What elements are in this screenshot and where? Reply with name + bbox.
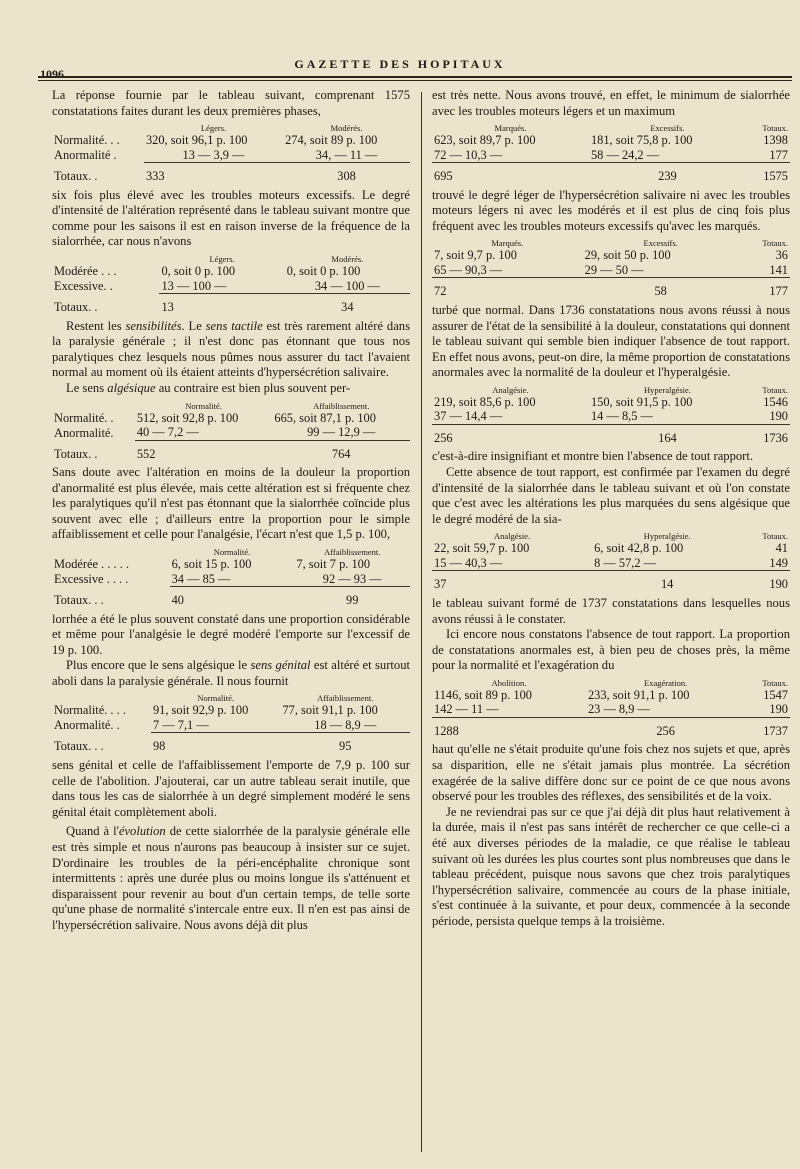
paragraph: trouvé le degré léger de l'hypersécrétion salivaire ni avec les troubles moteurs légers ni avec les modérés et il est plus de cinq fois plus fréquent avec les troubles moteurs excessifs qu'avec les marqués. [432,187,790,233]
table-cell: 150, soit 91,5 p. 100 [590,394,693,409]
paragraph: c'est-à-dire insignifiant et montre bien l'absence de tout rapport. [432,449,754,464]
italic-term: sensibilités [125,318,182,333]
paragraph: haut qu'elle ne s'était produite qu'une fois chez nos sujets et que, après sa disparition, elle ne s'était jamais plus montrée. La sécrétion exagérée de la salive diffère donc sur ce point de ce que nous avons observé pour les troubles des réflexes, des sensibilités et de la voix. [432,742,790,804]
total-cell: 34 [341,300,354,315]
text: Plus encore que le sens algésique le [66,658,251,673]
stat-table [432,121,790,184]
table-header: Hyperalgésie. [643,531,691,542]
total-cell: 1575 [763,169,788,184]
table-header: Normalité. [213,547,251,557]
total-cell: 98 [152,739,166,754]
total-cell: 695 [434,169,453,184]
table-header: Marqués. [494,123,527,134]
total-cell: 239 [658,169,677,184]
table-header: Totaux. [762,384,788,395]
table-cell: 8 — 57,2 — [592,556,742,571]
totals-label: Totaux. . [54,446,98,461]
table-cell: 7, soit 9,7 p. 100 [434,248,517,263]
table-cell: 23 — 8,9 — [586,702,745,717]
table-cell: 181, soit 75,8 p. 100 [590,133,693,148]
total-cell: 256 [434,430,453,445]
italic-term: algésique [107,380,156,395]
table-header: Excessifs. [643,238,678,249]
table-header: Abolition. [491,677,527,688]
table-header: Légers. [200,123,227,134]
total-cell: 256 [656,723,675,738]
stat-table [52,121,410,184]
running-head: GAZETTE DES HOPITAUX [294,57,506,71]
paragraph: turbé que normal. Dans 1736 constatations nous avons réussi à nous assurer de l'état de la sensibilité à la douleur, constatations qui donnent le tableau suivant qui semble bien indiquer l'absence de tout rapport. En effet nous avons, peut-on dire, la même proportion de constatations anormales avec la normalité de la douleur et l'hyperalgésie. [432,302,790,380]
text: au contraire est bien plus souvent per- [155,380,351,395]
row-label: Anormalité. . [54,718,120,733]
table-cell: 99 — 12,9 — [272,425,410,440]
table-cell: 13 — 3,9 — [144,148,283,163]
table-cell: 1546 [763,394,788,409]
table-header: Normalité. [185,400,222,411]
table-cell: 233, soit 91,1 p. 100 [587,687,690,702]
table-cell: 34 — 85 — [170,572,295,587]
total-cell: 58 [654,284,667,299]
total-cell: 14 [660,577,674,592]
paragraph: La réponse fournie par le tableau suivant, comprenant 1575 constatations faites durant les deux premières phases, [52,88,410,118]
total-cell: 95 [339,739,352,754]
table-header: Exagération. [644,677,688,688]
table-cell: 34, — 11 — [283,148,410,163]
total-cell: 190 [769,577,788,592]
stat-table [432,529,790,592]
table-cell: 149 [742,556,790,571]
stat-table [52,545,410,608]
table-header: Excessifs. [650,123,685,134]
table-cell: 29, soit 50 p. 100 [584,248,671,263]
table-header: Modérés. [330,123,363,134]
total-cell: 177 [769,284,788,299]
paragraph: Cette absence de tout rapport, est confirmée par l'examen du degré d'intensité de la sialorrhée dans le tableau suivant et où l'on constate que c'est avec les altérations les plus marquées du sens algésique que le degré modéré de la sia- [432,465,790,526]
table-cell: 512, soit 92,8 p. 100 [136,410,239,425]
stat-table [432,676,790,739]
paragraph [52,381,410,397]
table-cell: 7 — 7,1 — [151,718,281,733]
table-cell: 320, soit 96,1 p. 100 [145,133,248,148]
table-cell: 6, soit 15 p. 100 [171,557,252,571]
totals-label: Totaux. . . [54,739,104,754]
table-cell: 7, soit 7 p. 100 [296,557,371,571]
paragraph [52,319,410,381]
table-cell: 77, soit 91,1 p. 100 [282,703,378,718]
total-cell: 13 [161,300,174,315]
total-cell: 1288 [434,723,459,738]
table-cell: 18 — 8,9 — [280,718,410,733]
page-number: 1096 [40,67,64,81]
column-divider [421,92,422,1152]
paragraph [52,824,410,933]
stat-table [52,252,410,315]
stat-table [432,236,790,299]
table-header: Affaiblissement. [317,693,374,704]
header-rule [38,76,792,78]
left-column [52,88,410,934]
table-header: Affaiblissement. [324,547,381,557]
paragraph: le tableau suivant formé de 1737 constatations dans lesquelles nous avons réussi à le constater. [432,595,790,626]
header-rule-thin [38,80,792,81]
text: . Le [181,318,206,333]
table-cell: 65 — 90,3 — [432,263,583,278]
paragraph [52,658,410,689]
table-header: Totaux. [762,123,788,134]
total-cell: 37 [434,577,447,592]
table-cell: 29 — 50 — [583,263,739,278]
table-header: Affaiblissement. [313,400,370,411]
table-cell: 91, soit 92,9 p. 100 [152,703,249,718]
table-header: Totaux. [762,238,788,249]
table-cell: 274, soit 89 p. 100 [285,133,378,148]
table-cell: 40 — 7,2 — [135,425,273,440]
table-cell: 0, soit 0 p. 100 [161,264,236,279]
paragraph: Sans doute avec l'altération en moins de la douleur la proportion d'anormalité est plus élevée, mais cette altération est si fréquente chez les paralytiques qu'il n'est pas étonnant que la sialorrhée coïncide plus souvent avec elle ; d'ailleurs entre la proportion pour le simple affaiblissement et celle pour l'analgésie, l'écart n'est que 1,5 p. 100, [52,465,410,542]
table-cell: 22, soit 59,7 p. 100 [434,541,530,556]
table-header: Légers. [209,254,235,265]
table-cell: 72 — 10,3 — [432,148,589,163]
table-cell: 1547 [763,687,788,702]
row-label: Modérée . . . . . [54,557,130,571]
row-label: Anormalité . [54,148,117,163]
table-header: Totaux. [762,677,788,688]
totals-label: Totaux. . [54,300,98,315]
paragraph: est très nette. Nous avons trouvé, en effet, le minimum de sialorrhée avec les troubles moteurs légers et un maximum [432,88,790,118]
row-label: Normalité. . . [54,133,120,148]
table-header: Marqués. [491,238,524,249]
text: de cette sialorrhée de la paralysie générale elle est très simple et nous n'aurons pas beaucoup à insister sur ce sujet. D'ordinaire les troubles de la péri-encéphalite chronique sont intermittents : après une durée plus ou moins longue ils s'atténuent et disparaissent pour revenir au bout d'un certain temps, de telle sorte qu'une phase de normalité s'intercale entre eux. Il n'en est pas ainsi de l'hypersécrétion salivaire. Nous avons déjà dit plus [52,824,410,932]
table-cell: 36 [775,248,788,263]
table-header: Hyperalgésie. [643,384,691,395]
table-header: Modérés. [331,254,364,265]
table-cell: 141 [739,263,790,278]
table-header: Totaux. [762,531,788,542]
table-cell: 177 [746,148,790,163]
row-label: Normalité. . . . [54,703,126,718]
row-label: Normalité. . [54,410,114,425]
total-cell: 164 [658,430,677,445]
table-cell: 1146, soit 89 p. 100 [434,687,532,702]
table-header: Analgésie. [493,531,531,542]
table-cell: 14 — 8,5 — [589,409,746,424]
total-cell: 99 [346,593,359,607]
table-cell: 13 — 100 — [159,279,284,294]
table-cell: 623, soit 89,7 p. 100 [434,133,536,148]
row-label: Anormalité. [54,425,114,440]
table-header: Normalité. [197,693,235,704]
paragraph: lorrhée a été le plus souvent constaté dans une proportion considérable et même pour l'analgésie le degré modéré l'emporte sur l'excessif de 19 p. 100. [52,611,410,657]
row-label: Excessive . . . . [54,572,129,586]
right-column [432,88,790,930]
italic-term: sens tactile [205,318,263,333]
paragraph: sens génital et celle de l'affaiblissement l'emporte de 7,9 p. 100 sur celle de l'abolition. J'ajouterai, car un autre tableau serait inutile, que dans tous les cas de sialorrhée à un degré simplement modéré le sens génital était complètement aboli. [52,757,410,819]
table-cell: 92 — 93 — [294,572,410,587]
paragraph: six fois plus élevé avec les troubles moteurs excessifs. Le degré d'intensité de l'altération représenté dans le tableau suivant montre que comme pour les saisons il est en raison inverse de la fréquence de la sialorrhée, car nous n'avons [52,187,410,249]
table-cell: 0, soit 0 p. 100 [286,264,361,279]
table-header: Analgésie. [492,384,529,395]
italic-term: sens génital [250,658,311,673]
total-cell: 308 [337,169,356,184]
text: est altéré et surtout aboli dans la paralysie générale. Il nous fournit [52,658,410,688]
text: Restent les [66,318,126,333]
stat-table [432,383,790,446]
table-cell: 6, soit 42,8 p. 100 [594,541,684,556]
text: est très rarement altéré dans la paralysie générale ; il n'est donc pas étonnant que tous nos paralytiques chez lesquels nous pûmes nous assurer du tact l'avaient normal au moment où ils étaient atteints d'hypersécrétion salivaire. [52,318,410,380]
total-cell: 552 [136,446,156,461]
totals-label: Totaux. . . [54,593,104,607]
table-cell: 665, soit 87,1 p. 100 [274,410,376,425]
paragraph: Ici encore nous constatons l'absence de tout rapport. La proportion de constatations anormales est, à bien peu de choses près, la même pour la normalité et l'exagération du [432,627,790,673]
table-cell: 142 — 11 — [432,702,586,717]
total-cell: 1736 [763,430,788,445]
table-cell: 34 — 100 — [285,279,410,294]
total-cell: 40 [171,593,184,607]
stat-table [52,691,410,754]
table-cell: 190 [745,702,790,717]
table-cell: 41 [775,541,788,556]
table-cell: 58 — 24,2 — [589,148,746,163]
table-cell: 1398 [763,133,788,148]
totals-label: Totaux. . [54,169,98,184]
total-cell: 1737 [763,723,788,738]
text: Le sens [66,380,108,395]
paragraph: Je ne reviendrai pas sur ce que j'ai déjà dit plus haut relativement à la durée, mais il n'est pas sans intérêt de rechercher ce que celle-ci a été aux diverses périodes de la maladie, ce que réalise le tableau suivant où les durées les plus courtes sont plus nombreuses que dans le tableau précédent, puisque nous savons que chez trois paralytiques l'hypersécrétion salivaire, commencée au cours de la phase initiale, s'est continuée à la suivante, et pour deux, commencée à la seconde période, persista quelque temps à la troisième. [432,804,790,928]
table-cell: 219, soit 85,6 p. 100 [434,394,536,409]
row-label: Excessive. . [54,279,113,294]
text: Quand à l' [66,824,119,839]
table-cell: 15 — 40,3 — [432,556,592,571]
table-cell: 190 [746,409,790,424]
italic-term: évolution [118,824,166,839]
total-cell: 333 [145,169,165,184]
stat-table [52,399,410,462]
total-cell: 764 [331,446,351,461]
total-cell: 72 [434,284,447,299]
table-cell: 37 — 14,4 — [432,409,589,424]
row-label: Modérée . . . [54,264,117,279]
